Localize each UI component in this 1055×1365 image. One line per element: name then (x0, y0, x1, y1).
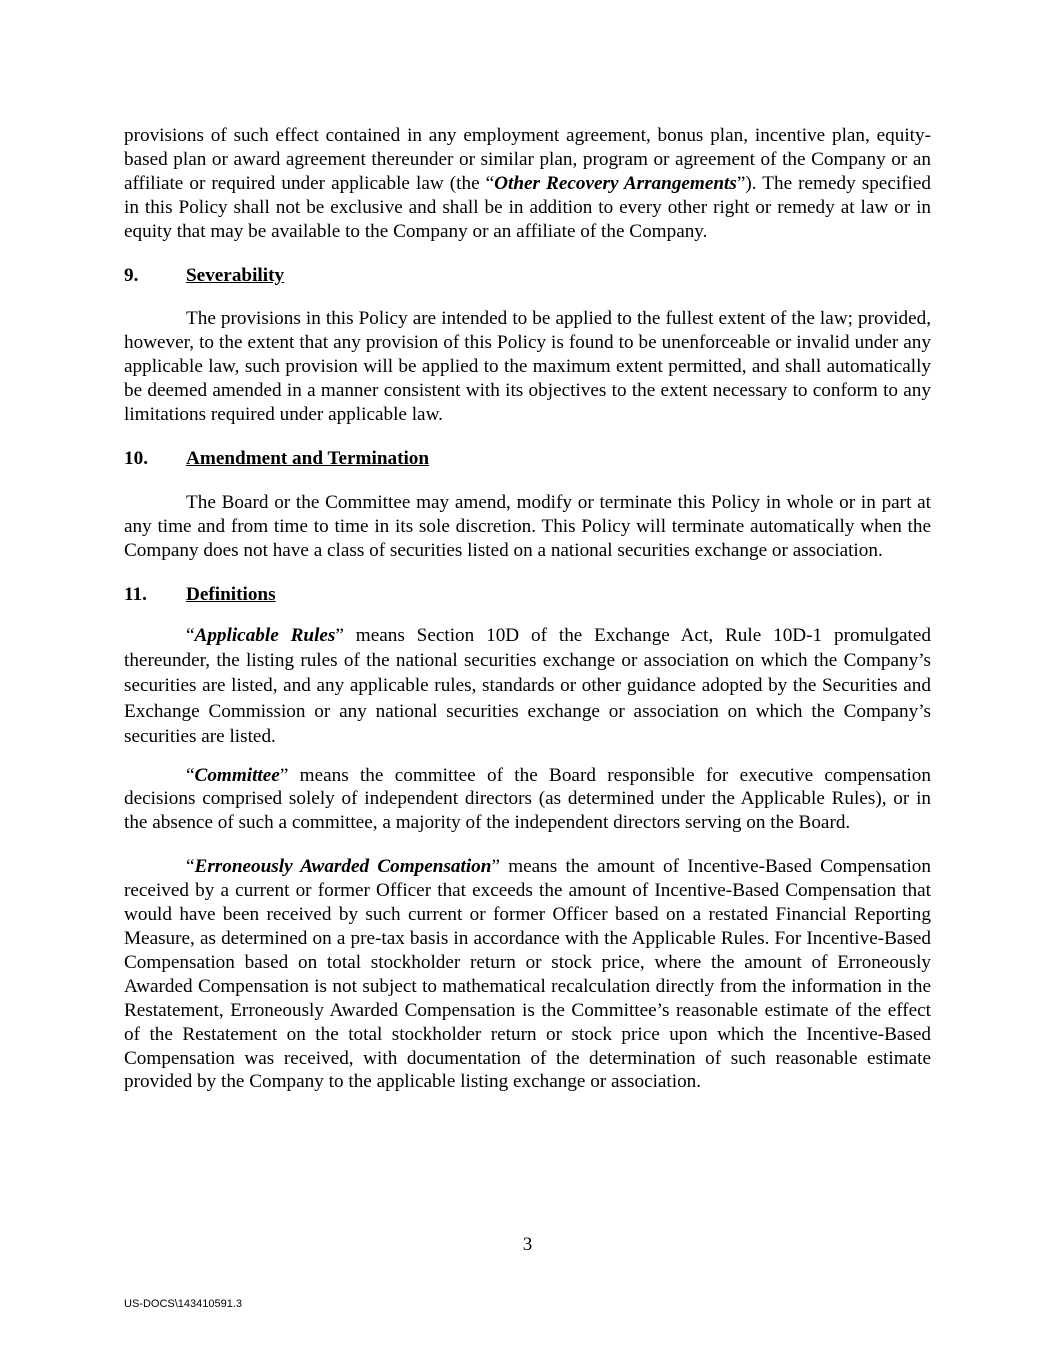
section-title: Severability (186, 264, 285, 286)
severability-paragraph: The provisions in this Policy are intended to be applied to the fullest extent of the law; provided, however, to the extent that any provision of this Policy is found to be unenforceable or invalid under any applicable law, such provision will be applied to the maximum extent permitted, and shall automatically be deemed amended in a manner consistent with its objectives to the extent necessary to conform to any limitations required under applicable law. (124, 308, 931, 426)
amendment-termination-paragraph: The Board or the Committee may amend, modify or terminate this Policy in whole or in part at any time and from time to time in its sole discretion. This Policy will terminate automatically when the Company does not have a class of securities listed on a national securities exchange or association. (124, 491, 931, 561)
defined-term: Applicable Rules (194, 624, 336, 646)
document-page (124, 124, 931, 1094)
term-other-recovery-arrangements: Other Recovery Arrangements (494, 172, 737, 194)
definition-applicable-rules: “Applicable Rules” means Section 10D of the Exchange Act, Rule 10D-1 promulgated thereunder, the listing rules of the national securities exchange or association on which the Company’s securities are listed, and any applicable rules, standards or other guidance adopted by the Securities and Exchange Commission or any national securities exchange or association on which the Company’s securities are listed. (124, 624, 931, 748)
section-title: Amendment and Termination (186, 447, 430, 469)
definition-erroneously-awarded-compensation: “Erroneously Awarded Compensation” means the amount of Incentive-Based Compensation received by a current or former Officer that exceeds the amount of Incentive-Based Compensation that would have been received by such current or former Officer based on a restated Financial Reporting Measure, as determined on a pre-tax basis in accordance with the Applicable Rules. For Incentive-Based Compensation based on total stockholder return or stock price, where the amount of Erroneously Awarded Compensation is not subject to mathematical recalculation directly from the information in the Restatement, Erroneously Awarded Compensation is the Committee’s reasonable estimate of the effect of the Restatement on the total stockholder return or stock price upon which the Incentive-Based Compensation was received, with documentation of the determination of such reasonable estimate provided by the Company to the applicable listing exchange or association. (124, 856, 931, 1093)
section-number: 10. (124, 447, 148, 469)
section-title: Definitions (186, 583, 276, 605)
section-heading-amendment-termination (124, 447, 931, 471)
intro-paragraph (124, 124, 931, 244)
document-id: US-DOCS\143410591.3 (124, 1298, 243, 1310)
page-number: 3 (522, 1234, 533, 1255)
definition-text: means Section 10D of the Exchange Act, Rule 10D-1 promulgated thereunder, the listing rules of the national securities exchange or association on which the Company’s securities are listed, and any applicable rules, standards or other guidance adopted by the Securities and Exchange Commission or any national securities exchange or association on which the Company’s securities are listed. (124, 624, 931, 748)
section-number: 9. (124, 264, 139, 286)
defined-term: Committee (194, 764, 280, 786)
section-heading-severability (124, 264, 931, 288)
definition-committee: “Committee” means the committee of the Board responsible for executive compensation decisions comprised solely of independent directors (as determined under the Applicable Rules), or in the absence of such a committee, a majority of the independent directors serving on the Board. (124, 764, 931, 834)
definition-text: means the committee of the Board responsible for executive compensation decisions comprised solely of independent directors (as determined under the Applicable Rules), or in the absence of such a committee, a majority of the independent directors serving on the Board. (124, 764, 931, 834)
intro-text-a: provisions of such effect contained in any employment agreement, bonus plan, incentive plan, equity-based plan or award agreement thereunder or similar plan, program or agreement of the Company or an affiliate or required under applicable law (the “ (124, 125, 931, 194)
section-number: 11. (124, 583, 147, 605)
defined-term: Erroneously Awarded Compensation (194, 856, 492, 878)
section-heading-definitions (124, 583, 931, 607)
intro-text-b: ”). The remedy specified in this Policy shall not be exclusive and shall be in addition to every other right or remedy at law or in equity that may be available to the Company or an affiliate of the Company. (124, 172, 931, 242)
definition-text: means the amount of Incentive-Based Compensation received by a current or former Officer that exceeds the amount of Incentive-Based Compensation that would have been received by such current or former Officer based on a restated Financial Reporting Measure, as determined on a pre-tax basis in accordance with the Applicable Rules. For Incentive-Based Compensation based on total stockholder return or stock price, where the amount of Erroneously Awarded Compensation is not subject to mathematical recalculation directly from the information in the Restatement, Erroneously Awarded Compensation is the Committee’s reasonable estimate of the effect of the Restatement on the total stockholder return or stock price upon which the Incentive-Based Compensation was received, with documentation of the determination of such reasonable estimate provided by the Company to the applicable listing exchange or association. (124, 856, 931, 1093)
